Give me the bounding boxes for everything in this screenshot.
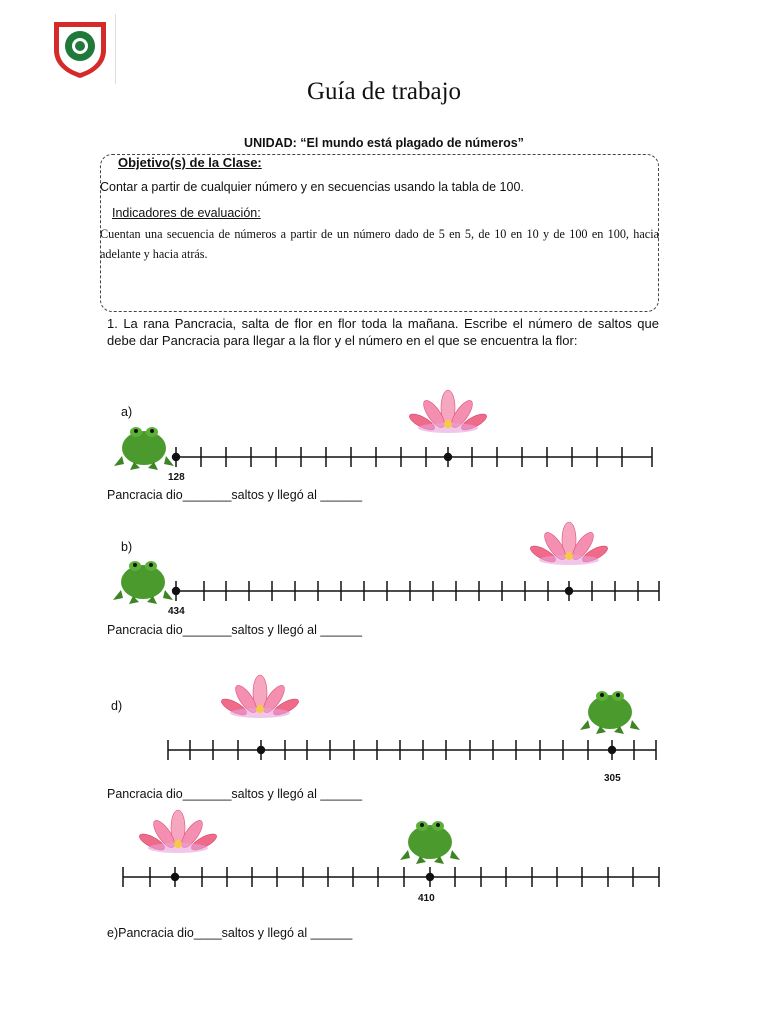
point-dot <box>565 587 573 595</box>
objective-text: Contar a partir de cualquier número y en secuencias usando la tabla de 100. <box>100 180 524 194</box>
indicators-text: Cuentan una secuencia de números a partir de un número dado de 5 en 5, de 10 en 10 y de 100 en 100, hacia adelante y hacia atrás. <box>100 227 659 261</box>
indicators-heading: Indicadores de evaluación: <box>112 206 261 220</box>
start-number-label: 305 <box>604 773 621 784</box>
number-line <box>172 447 652 467</box>
flower-a-icon <box>407 390 488 433</box>
exercise-a-label: a) <box>121 405 133 419</box>
start-number-label: 434 <box>168 606 185 617</box>
page-title: Guía de trabajo <box>306 78 462 105</box>
frog-d-icon <box>580 691 640 734</box>
exercise-d-label: d) <box>111 699 123 713</box>
flower-b-icon <box>528 522 609 565</box>
flower-e-icon <box>137 810 218 853</box>
number-line <box>172 581 659 601</box>
frog-b-icon <box>113 561 173 604</box>
exercise-b-label: b) <box>121 540 133 554</box>
point-dot <box>171 873 179 881</box>
point-dot <box>444 453 452 461</box>
number-line <box>168 740 656 760</box>
point-dot <box>426 873 434 881</box>
exercise-a-answer: Pancracia dio_______saltos y llegó al ______ <box>107 488 363 502</box>
exercise-e-answer: e)Pancracia dio____saltos y llegó al ______ <box>107 926 353 940</box>
point-dot <box>172 453 180 461</box>
flower-d-icon <box>219 675 300 718</box>
unit-title: UNIDAD: “El mundo está plagado de números” <box>244 136 524 150</box>
start-number-label: 410 <box>418 893 435 904</box>
point-dot <box>257 746 265 754</box>
point-dot <box>608 746 616 754</box>
frog-e-icon <box>400 821 460 864</box>
frog-a-icon <box>114 427 174 470</box>
exercise-d-answer: Pancracia dio_______saltos y llegó al ______ <box>107 787 363 801</box>
point-dot <box>172 587 180 595</box>
objective-heading: Objetivo(s) de la Clase: <box>118 155 262 170</box>
question-text: 1. La rana Pancracia, salta de flor en flor toda la mañana. Escribe el número de saltos que debe dar Pancracia para llegar a la flor y el número en el que se encuentra la flor: <box>107 316 659 348</box>
exercise-b-answer: Pancracia dio_______saltos y llegó al ______ <box>107 623 363 637</box>
start-number-label: 128 <box>168 472 185 483</box>
number-line <box>123 867 659 887</box>
